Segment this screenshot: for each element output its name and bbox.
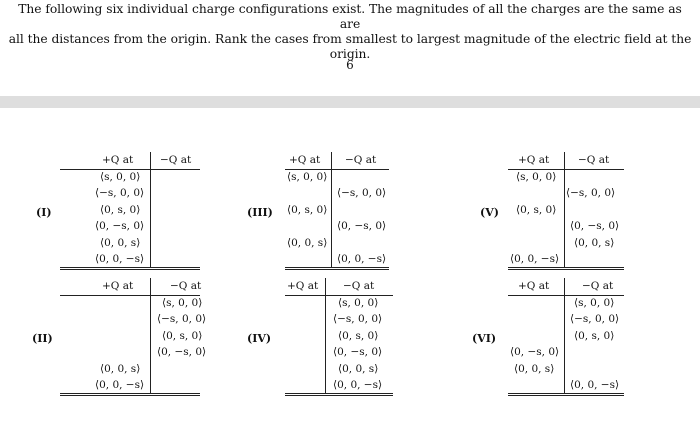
minus-header: −Q at: [578, 154, 610, 166]
plus-header: +Q at: [102, 154, 134, 166]
case-label: (V): [480, 206, 499, 219]
problem-statement-line-2: all the distances from the origin. Rank the cases from smallest to largest magnitude of the electric field at the origin.: [8, 32, 692, 61]
bottom-rule-double: [508, 269, 624, 270]
minus-header: −Q at: [582, 280, 614, 292]
plus-header: +Q at: [287, 280, 319, 292]
plus-charge-position: ⟨0, s, 0⟩: [516, 204, 557, 216]
plus-charge-position: ⟨0, s, 0⟩: [100, 204, 141, 216]
minus-charge-position: ⟨0, 0, −s⟩: [337, 253, 387, 265]
minus-charge-position: ⟨0, 0, −s⟩: [333, 379, 383, 391]
page-number: 6: [346, 58, 354, 72]
case-label: (III): [247, 206, 273, 219]
bottom-rule-double: [60, 269, 200, 270]
minus-charge-position: ⟨s, 0, 0⟩: [574, 297, 615, 309]
case-label: (VI): [472, 332, 497, 345]
minus-charge-position: ⟨0, 0, s⟩: [338, 363, 379, 375]
minus-charge-position: ⟨0, s, 0⟩: [338, 330, 379, 342]
case-label: (IV): [247, 332, 272, 345]
minus-charge-position: ⟨0, s, 0⟩: [574, 330, 615, 342]
bottom-rule-double: [508, 395, 624, 396]
minus-charge-position: ⟨−s, 0, 0⟩: [333, 313, 383, 325]
plus-charge-position: ⟨0, 0, s⟩: [287, 237, 328, 249]
problem-statement: [8, 2, 692, 62]
plus-header: +Q at: [102, 280, 134, 292]
plus-charge-position: ⟨0, 0, −s⟩: [95, 379, 145, 391]
minus-charge-position: ⟨0, −s, 0⟩: [333, 346, 383, 358]
plus-charge-position: ⟨0, 0, −s⟩: [95, 253, 145, 265]
plus-charge-position: ⟨0, −s, 0⟩: [510, 346, 560, 358]
minus-charge-position: ⟨0, −s, 0⟩: [157, 346, 207, 358]
minus-header: −Q at: [345, 154, 377, 166]
bottom-rule-double: [285, 269, 389, 270]
plus-charge-position: ⟨s, 0, 0⟩: [287, 171, 328, 183]
plus-charge-position: ⟨−s, 0, 0⟩: [95, 187, 145, 199]
minus-charge-position: ⟨−s, 0, 0⟩: [337, 187, 387, 199]
minus-charge-position: ⟨0, −s, 0⟩: [337, 220, 387, 232]
minus-charge-position: ⟨0, s, 0⟩: [162, 330, 203, 342]
plus-header: +Q at: [289, 154, 321, 166]
case-label: (I): [36, 206, 52, 219]
bottom-rule-double: [285, 395, 393, 396]
plus-charge-position: ⟨0, 0, s⟩: [100, 363, 141, 375]
plus-charge-position: ⟨0, 0, −s⟩: [510, 253, 560, 265]
plus-charge-position: ⟨s, 0, 0⟩: [100, 171, 141, 183]
plus-charge-position: ⟨0, 0, s⟩: [514, 363, 555, 375]
minus-charge-position: ⟨−s, 0, 0⟩: [157, 313, 207, 325]
minus-header: −Q at: [170, 280, 202, 292]
minus-charge-position: ⟨−s, 0, 0⟩: [570, 313, 620, 325]
minus-header: −Q at: [343, 280, 375, 292]
plus-charge-position: ⟨s, 0, 0⟩: [516, 171, 557, 183]
case-label: (II): [32, 332, 53, 345]
minus-charge-position: ⟨s, 0, 0⟩: [162, 297, 203, 309]
plus-charge-position: ⟨0, 0, s⟩: [100, 237, 141, 249]
bottom-rule-double: [60, 395, 200, 396]
minus-charge-position: ⟨s, 0, 0⟩: [338, 297, 379, 309]
minus-header: −Q at: [160, 154, 192, 166]
plus-header: +Q at: [518, 154, 550, 166]
section-divider: [0, 96, 700, 108]
plus-charge-position: ⟨0, s, 0⟩: [287, 204, 328, 216]
minus-charge-position: ⟨0, 0, s⟩: [574, 237, 615, 249]
plus-header: +Q at: [518, 280, 550, 292]
minus-charge-position: ⟨0, −s, 0⟩: [570, 220, 620, 232]
minus-charge-position: ⟨0, 0, −s⟩: [570, 379, 620, 391]
plus-charge-position: ⟨0, −s, 0⟩: [95, 220, 145, 232]
minus-charge-position: ⟨−s, 0, 0⟩: [566, 187, 616, 199]
problem-statement-line-1: The following six individual charge configurations exist. The magnitudes of all the charges are the same as are: [18, 2, 682, 31]
